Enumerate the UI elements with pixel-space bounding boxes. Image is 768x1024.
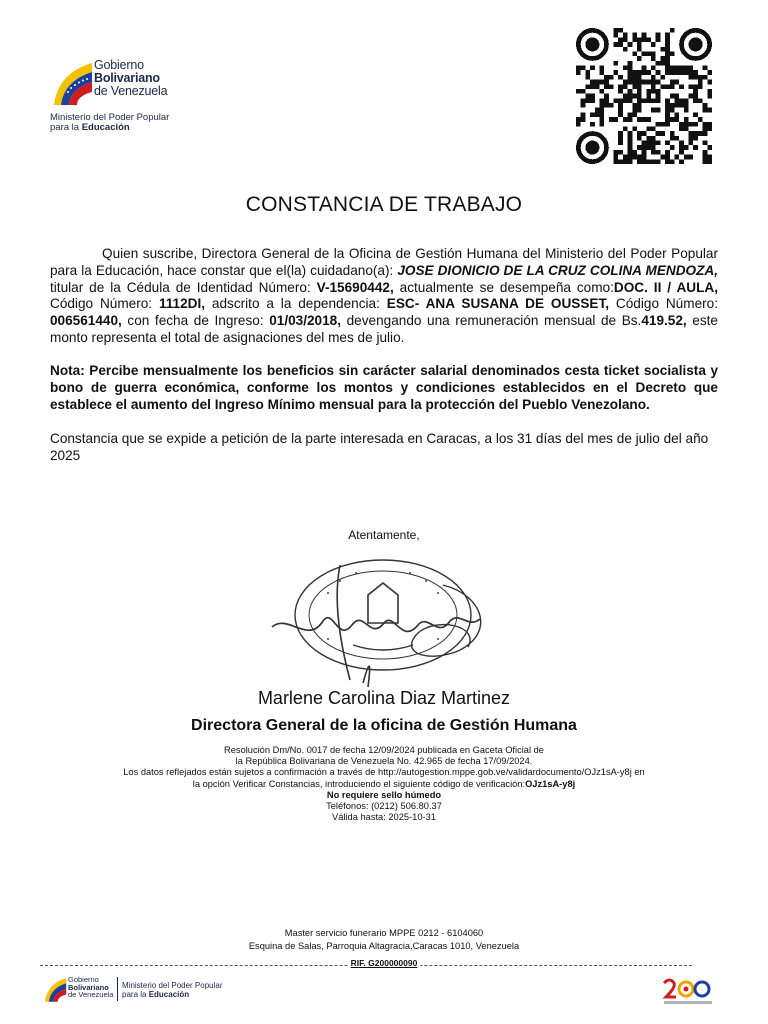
anniversary-logo-icon <box>660 975 716 1007</box>
footer-gov-line-3: de Venezuela <box>68 990 114 1000</box>
main-paragraph: Quien suscribe, Directora General de la Oficina de Gestión Humana del Ministerio del Poder Popular para la Educación, hace constar que el(la) cuidadano(a): JOSE DIONICIO DE LA CRUZ COLINA MENDOZA, titular de la Cédula de Identidad Número: V-15690442, actualmente se desempeña como:DOC. II / AULA, Código Número: 1112DI, adscrito a la dependencia: ESC- ANA SUSANA DE OUSSET, Código Número: 006561440, con fecha de Ingreso: 01/03/2018, devengando una remuneración mensual de Bs.419.52, este monto representa el total de asignaciones del mes de julio. <box>50 246 719 345</box>
official-seal-icon <box>268 555 498 695</box>
venezuela-flag-icon <box>50 59 94 109</box>
valid-until: Válida hasta: 2025-10-31 <box>332 812 436 823</box>
closing: Atentamente, <box>348 528 420 542</box>
signer-title: Directora General de la oficina de Gestión Humana <box>191 717 577 734</box>
verification-code: OJz1sA-y8j <box>525 778 576 789</box>
no-seal-note: No requiere sello húmedo <box>326 789 442 800</box>
government-logo <box>50 55 190 135</box>
verification-url-line: Los datos reflejados están sujetos a confirmación a través de http://autogestion.mppe.gob.ve/validardocumento/OJz1sA-y8j en <box>123 767 645 778</box>
issuance-paragraph: Constancia que se expide a petición de la parte interesada en Caracas, a los 31 días del mes de julio del año 2025 <box>50 431 709 463</box>
nota-paragraph: Nota: Percibe mensualmente los beneficios sin carácter salarial denominados cesta ticket socialista y bono de guerra económica, conforme los montos y condiciones establecidos en el Decreto que establece el aumento del Ingreso Mínimo mensual para la protección del Pueblo Venezolano. <box>50 363 718 412</box>
cedula: V-15690442, <box>316 279 394 295</box>
employee-name: JOSE DIONICIO DE LA CRUZ COLINA MENDOZA, <box>397 262 718 278</box>
signer-name: Marlene Carolina Diaz Martinez <box>257 688 511 708</box>
footer-gov-line-1: Gobierno <box>68 975 99 984</box>
codigo-dependencia: 006561440, <box>50 313 122 329</box>
gov-line-1: Gobierno <box>94 58 144 72</box>
logo-separator <box>117 977 118 1001</box>
gov-line-3: de Venezuela <box>94 84 168 98</box>
phone-line: Teléfonos: (0212) 506.80.37 <box>326 801 442 812</box>
ministry-line-1: Ministerio del Poder Popular <box>50 112 170 123</box>
footer-government-logo <box>40 975 240 1005</box>
footer-address <box>0 927 768 953</box>
monto: 419.52, <box>641 313 687 329</box>
ministry-line-2: para la Educación <box>50 122 130 133</box>
resolution-line-2: la República Bolivariana de Venezuela No. 42.965 de fecha 17/09/2024. <box>235 756 533 767</box>
footer-ministry-line-2: para la Educación <box>122 989 190 999</box>
codigo: 1112DI, <box>158 296 206 312</box>
document-title: CONSTANCIA DE TRABAJO <box>245 193 523 216</box>
venezuela-flag-icon <box>42 976 68 1004</box>
fine-print <box>0 745 768 823</box>
cargo: DOC. II / AULA, <box>613 279 719 295</box>
footer-gov-line-2: Bolivariano <box>68 982 109 992</box>
qr-code-icon <box>576 28 712 164</box>
footer-ministry-line-1: Ministerio del Poder Popular <box>122 981 223 990</box>
verification-code-line: la opción Verificar Constancias, introduciendo el siguiente código de verificación:OJz1sA-y8j <box>192 778 576 789</box>
dependencia: ESC- ANA SUSANA DE OUSSET, <box>386 296 610 312</box>
rif: RIF. G200000090 <box>0 958 768 968</box>
resolution-line-1: Resolución Dm/No. 0017 de fecha 12/09/2024 publicada en Gaceta Oficial de <box>224 745 544 755</box>
footer-line-2: Esquina de Salas, Parroquia Altagracia,Caracas 1010, Venezuela <box>248 941 520 951</box>
footer-line-1: Master servicio funerario MPPE 0212 - 6104060 <box>284 928 484 938</box>
fecha-ingreso: 01/03/2018, <box>269 313 342 329</box>
gov-line-2: Bolivariano <box>94 71 160 85</box>
